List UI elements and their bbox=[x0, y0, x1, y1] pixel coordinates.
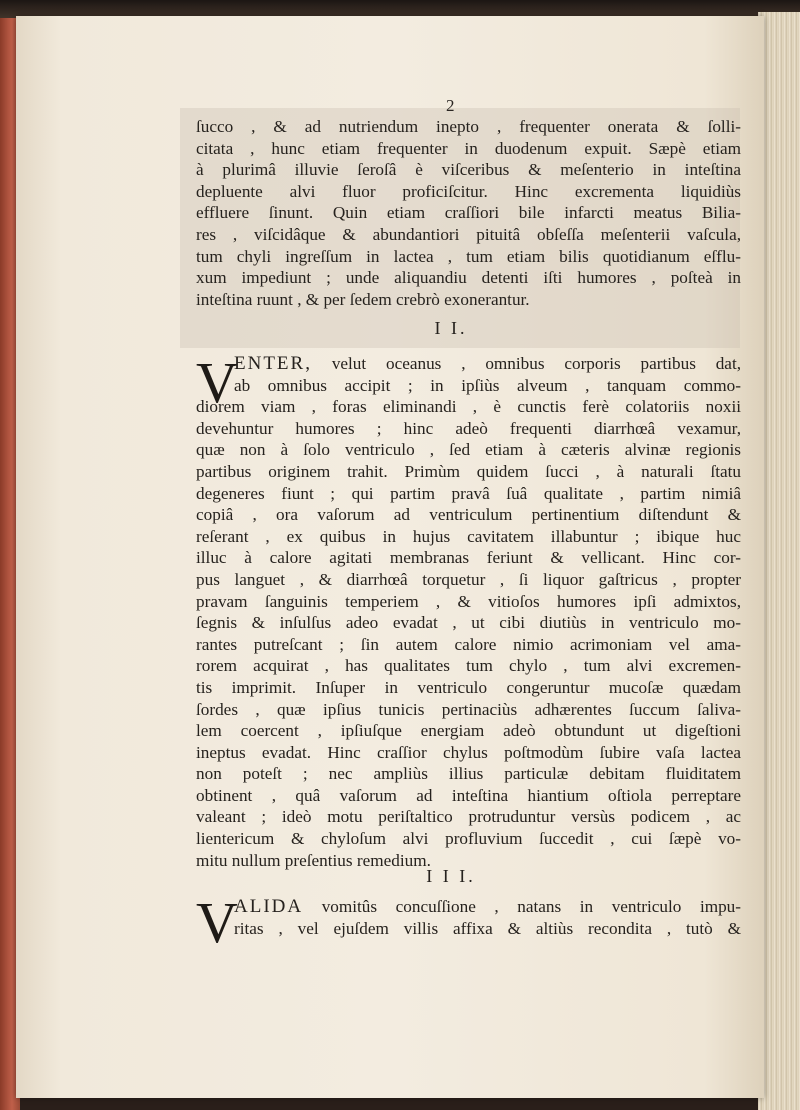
text-line: ab omnibus accipit ; in ipſiùs alveum , tanquam commo- bbox=[234, 375, 741, 395]
page-stack-edge bbox=[758, 12, 800, 1110]
lead-caps: ALIDA bbox=[234, 896, 304, 917]
text-line: rantes putreſcant ; ſin autem calore nimio acrimoniam vel ama- bbox=[196, 634, 741, 654]
text-line: à plurimâ illuvie ſeroſâ è viſceribus & meſenterio in inteſtina bbox=[196, 160, 741, 180]
text-line: ineptus evadat. Hinc craſſior chylus poſtmodùm ſubire vaſa lactea bbox=[196, 742, 741, 762]
text-line: rorem acquirat , has qualitates tum chylo , tum alvi excremen- bbox=[196, 656, 741, 676]
text-line: illuc à calore agitati membranas feriunt & vellicant. Hinc cor- bbox=[196, 548, 741, 568]
text-line: ſucco , & ad nutriendum inepto , frequenter onerata & ſolli- bbox=[196, 117, 741, 136]
text-line: tis imprimit. Inſuper in ventriculo congeruntur mucoſæ quædam bbox=[196, 677, 741, 697]
text-line: obtinent , quâ vaſorum ad inteſtina hiantium oſtiola perreptare bbox=[196, 785, 741, 805]
text-line: xum impediunt ; unde aliquandiu detenti iſti humores , poſteà in bbox=[196, 268, 741, 288]
text-line: quæ non à ſolo ventriculo , ſed etiam à cæteris alvinæ regionis bbox=[196, 440, 741, 460]
text-line: pravam ſanguinis temperiem , & vitioſos humores ipſi admixtos, bbox=[196, 591, 741, 611]
text-line-first bbox=[196, 353, 741, 375]
text-line: velut oceanus , omnibus corporis partibus dat, bbox=[331, 354, 742, 373]
text-line-first bbox=[196, 896, 741, 918]
section-number: I I I. bbox=[426, 866, 476, 886]
section-paragraph bbox=[196, 350, 742, 871]
text-line: degeneres fiunt ; qui partim pravâ ſuâ qualitate , partim nimiâ bbox=[196, 483, 741, 503]
drop-cap: V bbox=[196, 890, 238, 955]
lead-caps: ENTER, bbox=[234, 353, 312, 374]
text-line: depluente alvi fluor proficiſcitur. Hinc excrementa liquidiùs bbox=[196, 181, 741, 201]
page-number: 2 bbox=[446, 96, 455, 115]
text-line: vomitûs concuſſione , natans in ventriculo impu- bbox=[321, 897, 741, 916]
text-line: valeant ; ideò motu periſtaltico protruduntur versùs podicem , ac bbox=[196, 807, 741, 827]
text-line: tum chyli ingreſſum in lactea , tum etiam bilis quotidianum eſflu- bbox=[196, 246, 741, 266]
text-line: devehuntur humores ; hinc adeò frequenti diarrhœâ vexamur, bbox=[196, 418, 741, 438]
section-paragraph bbox=[196, 896, 741, 939]
text-line: ritas , vel ejuſdem villis affixa & altiùs recondita , tutò & bbox=[234, 918, 741, 938]
text-line: res , viſcidâque & abundantiori pituitâ obſeſſa meſenterii vaſcula, bbox=[196, 224, 741, 244]
section-number: I I. bbox=[434, 318, 468, 338]
text-line: ſegnis & inſulſus adeo evadat , ut cibi diutiùs in ventriculo mo- bbox=[196, 613, 741, 633]
text-line: partibus originem trahit. Primùm quidem ſucci , à naturali ſtatu bbox=[196, 461, 741, 481]
text-line: citata , hunc etiam frequenter in duodenum expuit. Sæpè etiam bbox=[196, 138, 741, 158]
text-line: reſerant , ex quibus in hujus cavitatem illabuntur ; ibique huc bbox=[196, 526, 741, 546]
text-line: effluere ſinunt. Quin etiam craſſiori bile infarcti meatus Bilia- bbox=[196, 203, 741, 223]
text-line: non poteſt ; nec ampliùs illius particulæ debitam fluiditatem bbox=[196, 764, 741, 784]
text-line: mitu nullum preſentius remedium. bbox=[196, 850, 431, 870]
text-line: lientericum & chyloſum alvi profluvium ſuccedit , cui ſæpè vo- bbox=[196, 829, 741, 849]
text-line: copiâ , ora vaſorum ad ventriculum pertinentium diſtendunt & bbox=[196, 505, 741, 525]
text-line: inteſtina ruunt , & per ſedem crebrò exonerantur. bbox=[196, 289, 530, 309]
text-line: lem coercent , ipſiuſque energiam adeò obtundunt ut digeſtioni bbox=[196, 721, 741, 741]
paragraph-continued bbox=[196, 116, 741, 310]
drop-cap: V bbox=[196, 350, 238, 415]
text-line: pus languet , & diarrhœâ torquetur , ſi liquor gaſtricus , propter bbox=[196, 569, 741, 589]
text-line: ſordes , quæ ipſius tunicis pertinaciùs adhærentes ſuccum ſaliva- bbox=[196, 699, 741, 719]
text-line: diorem viam , foras eliminandi , è cunctis ferè colatoriis noxii bbox=[196, 397, 741, 417]
